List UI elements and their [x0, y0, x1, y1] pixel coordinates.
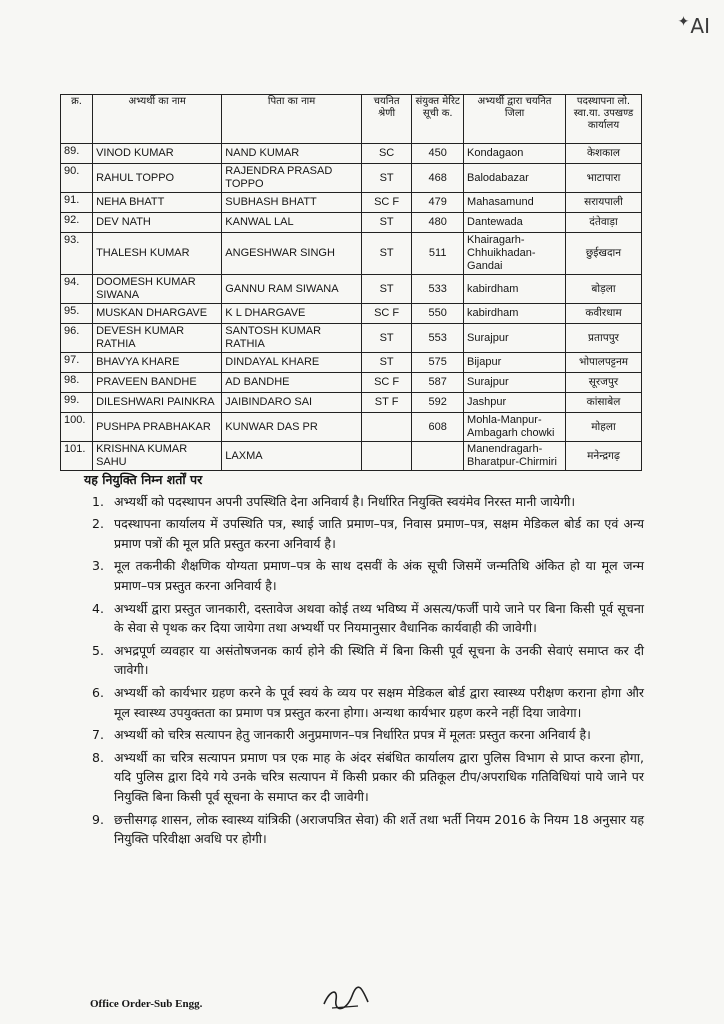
col-serial-cell: 92. — [61, 213, 93, 233]
condition-number: 4. — [92, 600, 104, 616]
table-row — [61, 393, 642, 413]
col-posting-office-cell: बोड़ला — [566, 275, 642, 304]
col-district-cell: Surajpur — [464, 373, 566, 393]
condition-text: अभ्यर्थी को कार्यभार ग्रहण करने के पूर्व स्वयं के व्यय पर सक्षम मेडिकल बोर्ड द्वारा स्वास्थ्य परीक्षण कराना होगा और मूल स्वास्थ्य उपयुक्तता का प्रमाण पत्र प्रस्तुत करना होगा। अन्यथा कार्यभार ग्रहण करने नहीं दिया जावेगा। — [114, 684, 644, 720]
col-district-cell: Khairagarh-Chhuikhadan-Gandai — [464, 233, 566, 275]
col-father-name-cell: GANNU RAM SIWANA — [222, 275, 362, 304]
col-district-cell: Mohla-Manpur-Ambagarh chowki — [464, 413, 566, 442]
col-merit-no-cell: 479 — [412, 193, 464, 213]
condition-text: अभ्यर्थी को पदस्थापन अपनी उपस्थिति देना अनिवार्य है। निर्धारित नियुक्ति स्वयंमेव निरस्त मानी जायेगी। — [114, 493, 576, 509]
col-posting-office-cell: दंतेवाड़ा — [566, 213, 642, 233]
col-district-cell: Kondagaon — [464, 144, 566, 164]
condition-item — [84, 683, 644, 722]
col-posting-office-cell: केशकाल — [566, 144, 642, 164]
ai-watermark — [678, 14, 710, 38]
col-district-cell: Bijapur — [464, 353, 566, 373]
table-row — [61, 233, 642, 275]
col-father-name-cell: NAND KUMAR — [222, 144, 362, 164]
condition-item — [84, 492, 644, 512]
col-father-name-cell: KANWAL LAL — [222, 213, 362, 233]
col-merit-no-cell: 608 — [412, 413, 464, 442]
col-merit-no-header: संयुक्त मेरिट सूची क. — [412, 95, 464, 144]
condition-item — [84, 641, 644, 680]
condition-text: अभ्यर्थी द्वारा प्रस्तुत जानकारी, दस्तावेज अथवा कोई तथ्य भविष्य में असत्य/फर्जी पाये जाने पर बिना किसी पूर्व सूचना के सेवा से पृथक कर दिया जायेगा तथा अभ्यर्थी पर नियमानुसार वैधानिक कार्यवाही की जावेगी। — [114, 600, 644, 636]
col-candidate-name-cell: VINOD KUMAR — [93, 144, 222, 164]
condition-item — [84, 556, 644, 595]
condition-text: अभद्रपूर्ण व्यवहार या असंतोषजनक कार्य होने की स्थिति में बिना किसी पूर्व सूचना के उनकी सेवाएं समाप्त कर दी जावेगी। — [114, 642, 644, 678]
condition-item — [84, 810, 644, 849]
condition-item — [84, 725, 644, 745]
condition-number: 8. — [92, 749, 104, 765]
col-candidate-name-cell: DEVESH KUMAR RATHIA — [93, 324, 222, 353]
condition-number: 5. — [92, 642, 104, 658]
col-category-cell: SC — [361, 144, 412, 164]
col-serial-cell: 97. — [61, 353, 93, 373]
condition-text: अभ्यर्थी को चरित्र सत्यापन हेतु जानकारी अनुप्रमाणन–पत्र निर्धारित प्रपत्र में मूलतः प्रस्तुत करना अनिवार्य है। — [114, 727, 591, 743]
col-serial-cell: 91. — [61, 193, 93, 213]
col-candidate-name-cell: PRAVEEN BANDHE — [93, 373, 222, 393]
table-row — [61, 442, 642, 471]
col-merit-no-cell: 587 — [412, 373, 464, 393]
col-serial-cell: 95. — [61, 304, 93, 324]
signature-scribble — [318, 982, 378, 1014]
col-category-cell: ST — [361, 213, 412, 233]
condition-number: 6. — [92, 684, 104, 700]
condition-text: मूल तकनीकी शैक्षणिक योग्यता प्रमाण–पत्र के साथ दसवीं के अंक सूची जिसमें जन्मतिथि अंकित हो या मूल जन्म प्रमाण–पत्र प्रस्तुत करना अनिवार्य है। — [114, 558, 644, 593]
condition-number: 3. — [92, 558, 104, 574]
col-father-name-cell: LAXMA — [222, 442, 362, 471]
col-merit-no-cell — [412, 442, 464, 471]
col-candidate-name-cell: THALESH KUMAR — [93, 233, 222, 275]
sparkle-icon: ✦ — [677, 14, 690, 30]
condition-text: पदस्थापना कार्यालय में उपस्थिति पत्र, स्थाई जाति प्रमाण–पत्र, निवास प्रमाण–पत्र, सक्षम मेडिकल बोर्ड का एवं अन्य प्रमाण पत्रों की मूल प्रति प्रस्तुत करना अनिवार्य है। — [114, 516, 644, 551]
col-posting-office-cell: छुईखदान — [566, 233, 642, 275]
table-row — [61, 144, 642, 164]
document-footer: Office Order-Sub Engg. — [90, 998, 203, 1010]
col-serial-cell: 99. — [61, 393, 93, 413]
col-merit-no-cell: 550 — [412, 304, 464, 324]
col-category-cell: SC F — [361, 373, 412, 393]
condition-item — [84, 514, 644, 553]
col-merit-no-cell: 592 — [412, 393, 464, 413]
col-posting-office-cell: मनेन्द्रगढ़ — [566, 442, 642, 471]
col-merit-no-cell: 468 — [412, 164, 464, 193]
col-merit-no-cell: 511 — [412, 233, 464, 275]
ai-mark-text: AI — [690, 14, 710, 38]
col-posting-office-cell: प्रतापपुर — [566, 324, 642, 353]
table-row — [61, 275, 642, 304]
col-merit-no-cell: 450 — [412, 144, 464, 164]
col-serial-cell: 96. — [61, 324, 93, 353]
col-category-cell: ST — [361, 164, 412, 193]
col-posting-office-cell: सूरजपुर — [566, 373, 642, 393]
condition-number: 1. — [92, 493, 104, 509]
appointment-conditions — [84, 470, 644, 852]
col-district-cell: Jashpur — [464, 393, 566, 413]
condition-number: 9. — [92, 811, 104, 827]
col-serial-cell: 89. — [61, 144, 93, 164]
col-father-name-cell: DINDAYAL KHARE — [222, 353, 362, 373]
condition-item — [84, 748, 644, 807]
condition-text: छत्तीसगढ़ शासन, लोक स्वास्थ्य यांत्रिकी (अराजपत्रित सेवा) की शर्ते तथा भर्ती नियम 2016 के नियम 18 अनुसार यह नियुक्ति परिवीक्षा अवधि पर होगी। — [114, 811, 644, 847]
condition-text: अभ्यर्थी का चरित्र सत्यापन प्रमाण पत्र एक माह के अंदर संबंधित कार्यालय द्वारा पुलिस विभाग से प्राप्त करना होगा, यदि पुलिस द्वारा दिये गये उनके चरित्र सत्यापन में किसी प्रकार की प्रतिकूल टीप/अपराधिक गतिविधियां पाये जाने पर नियुक्ति बिना किसी पूर्व सूचना के समाप्त कर दी जावेगी। — [114, 749, 644, 804]
col-category-header: चयनित श्रेणी — [361, 95, 412, 144]
table-row — [61, 353, 642, 373]
table-row — [61, 373, 642, 393]
col-serial-cell: 90. — [61, 164, 93, 193]
col-district-cell: kabirdham — [464, 304, 566, 324]
col-candidate-name-cell: RAHUL TOPPO — [93, 164, 222, 193]
col-candidate-name-cell: DILESHWARI PAINKRA — [93, 393, 222, 413]
col-serial-cell: 100. — [61, 413, 93, 442]
col-category-cell: SC F — [361, 304, 412, 324]
col-district-cell: Balodabazar — [464, 164, 566, 193]
condition-number: 2. — [92, 516, 104, 532]
col-serial-header: क्र. — [61, 95, 93, 144]
col-category-cell: SC F — [361, 193, 412, 213]
col-father-name-header: पिता का नाम — [222, 95, 362, 144]
col-candidate-name-cell: DEV NATH — [93, 213, 222, 233]
col-candidate-name-cell: DOOMESH KUMAR SIWANA — [93, 275, 222, 304]
col-category-cell: ST F — [361, 393, 412, 413]
col-category-cell: ST — [361, 324, 412, 353]
col-category-cell: ST — [361, 353, 412, 373]
col-candidate-name-header: अभ्यर्थी का नाम — [93, 95, 222, 144]
col-posting-office-cell: कांसाबेल — [566, 393, 642, 413]
col-posting-office-cell: भाटापारा — [566, 164, 642, 193]
col-district-cell: Mahasamund — [464, 193, 566, 213]
condition-item — [84, 599, 644, 638]
col-candidate-name-cell: NEHA BHATT — [93, 193, 222, 213]
col-district-header: अभ्यर्थी द्वारा चयनित जिला — [464, 95, 566, 144]
table-row — [61, 304, 642, 324]
col-merit-no-cell: 553 — [412, 324, 464, 353]
col-serial-cell: 101. — [61, 442, 93, 471]
col-district-cell: kabirdham — [464, 275, 566, 304]
col-father-name-cell: SUBHASH BHATT — [222, 193, 362, 213]
col-candidate-name-cell: KRISHNA KUMAR SAHU — [93, 442, 222, 471]
col-merit-no-cell: 533 — [412, 275, 464, 304]
col-merit-no-cell: 575 — [412, 353, 464, 373]
col-category-cell — [361, 413, 412, 442]
table-row — [61, 413, 642, 442]
col-candidate-name-cell: BHAVYA KHARE — [93, 353, 222, 373]
col-father-name-cell: JAIBINDARO SAI — [222, 393, 362, 413]
col-candidate-name-cell: MUSKAN DHARGAVE — [93, 304, 222, 324]
conditions-list — [84, 492, 644, 849]
col-district-cell: Surajpur — [464, 324, 566, 353]
col-father-name-cell: AD BANDHE — [222, 373, 362, 393]
conditions-heading: यह नियुक्ति निम्न शर्तों पर — [84, 472, 203, 487]
col-candidate-name-cell: PUSHPA PRABHAKAR — [93, 413, 222, 442]
candidate-table — [60, 94, 642, 471]
table-body — [61, 144, 642, 471]
col-posting-office-cell: भोपालपट्टनम — [566, 353, 642, 373]
col-father-name-cell: RAJENDRA PRASAD TOPPO — [222, 164, 362, 193]
table-row — [61, 164, 642, 193]
col-category-cell: ST — [361, 233, 412, 275]
condition-number: 7. — [92, 727, 104, 743]
table-header-row — [61, 95, 642, 144]
table-row — [61, 193, 642, 213]
col-serial-cell: 94. — [61, 275, 93, 304]
col-posting-office-cell: कवीरधाम — [566, 304, 642, 324]
table-row — [61, 324, 642, 353]
col-serial-cell: 98. — [61, 373, 93, 393]
col-father-name-cell: SANTOSH KUMAR RATHIA — [222, 324, 362, 353]
col-category-cell: ST — [361, 275, 412, 304]
col-posting-office-cell: मोहला — [566, 413, 642, 442]
col-posting-office-header: पदस्थापना लो. स्वा.या. उपखण्ड कार्यालय — [566, 95, 642, 144]
col-father-name-cell: KUNWAR DAS PR — [222, 413, 362, 442]
col-father-name-cell: K L DHARGAVE — [222, 304, 362, 324]
col-serial-cell: 93. — [61, 233, 93, 275]
table-row — [61, 213, 642, 233]
col-father-name-cell: ANGESHWAR SINGH — [222, 233, 362, 275]
col-district-cell: Dantewada — [464, 213, 566, 233]
col-category-cell — [361, 442, 412, 471]
col-posting-office-cell: सरायपाली — [566, 193, 642, 213]
col-district-cell: Manendragarh-Bharatpur-Chirmiri — [464, 442, 566, 471]
col-merit-no-cell: 480 — [412, 213, 464, 233]
